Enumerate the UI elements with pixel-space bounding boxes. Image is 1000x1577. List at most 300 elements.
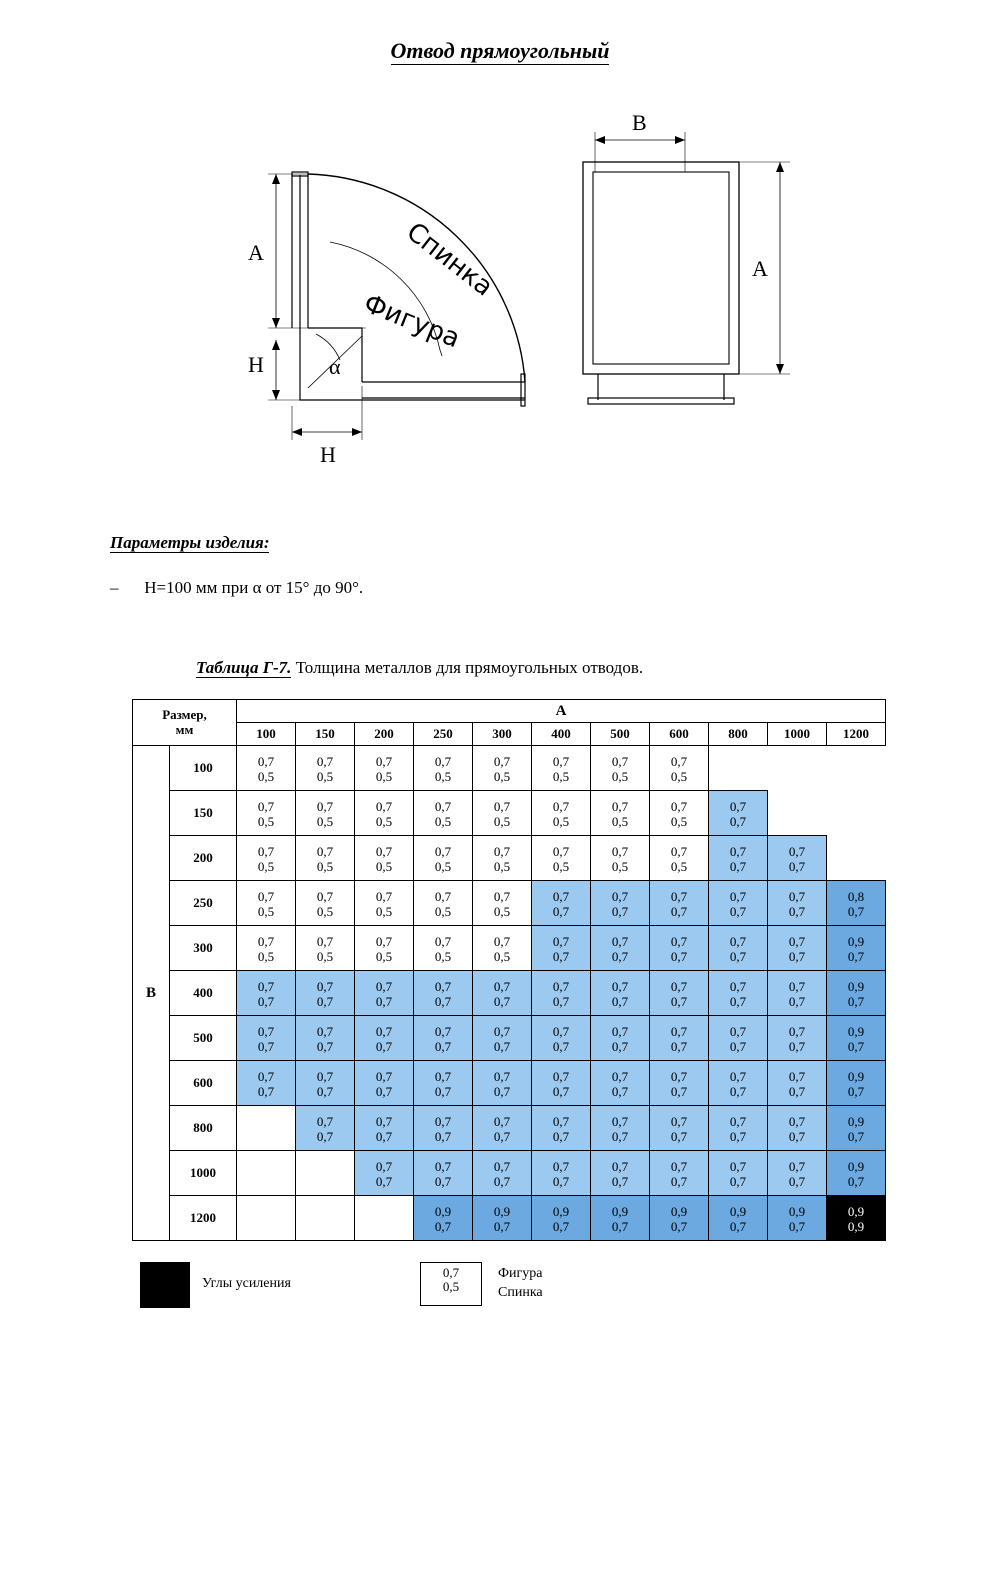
- cell-b200-a1200-blank: [827, 836, 886, 881]
- cell-value-spinka: 0,7: [847, 1038, 865, 1054]
- cell-value-figura: 0,7: [493, 1159, 511, 1175]
- cell-value-figura: 0,7: [375, 979, 393, 995]
- cell-value-figura: 0,7: [788, 1069, 806, 1085]
- cell-value-figura: 0,7: [434, 799, 452, 815]
- cell-b1000-a200: [355, 1151, 414, 1196]
- cell-value-spinka: 0,5: [316, 903, 334, 919]
- cell-value-figura: 0,7: [788, 1159, 806, 1175]
- table-caption: [196, 658, 643, 678]
- cell-value-figura: 0,7: [670, 754, 688, 770]
- cell-b250-a400: [532, 881, 591, 926]
- cell-value-spinka: 0,7: [788, 1218, 806, 1234]
- cell-value-figura: 0,7: [670, 844, 688, 860]
- cell-value-spinka: 0,7: [434, 1218, 452, 1234]
- cell-value-spinka: 0,5: [552, 813, 570, 829]
- cell-value-figura: 0,9: [788, 1204, 806, 1220]
- cell-value-spinka: 0,5: [375, 813, 393, 829]
- cell-b250-a300: [473, 881, 532, 926]
- cell-value-figura: 0,7: [434, 934, 452, 950]
- cell-value-figura: 0,7: [257, 934, 275, 950]
- cell-value-figura: 0,7: [670, 1069, 688, 1085]
- cell-b250-a200: [355, 881, 414, 926]
- dim-a-right-label: A: [752, 256, 768, 281]
- cell-b150-a100: [237, 791, 296, 836]
- cell-value-figura: 0,7: [552, 1069, 570, 1085]
- cell-value-spinka: 0,7: [847, 1128, 865, 1144]
- cell-b100-a800-blank: [709, 746, 768, 791]
- cell-b1200-a500: [591, 1196, 650, 1241]
- cell-value-figura: 0,7: [257, 799, 275, 815]
- cell-b500-a600: [650, 1016, 709, 1061]
- cell-b600-a800: [709, 1061, 768, 1106]
- cell-b300-a400: [532, 926, 591, 971]
- table-row: [133, 1106, 886, 1151]
- cell-value-spinka: 0,5: [493, 768, 511, 784]
- cell-b600-a1200: [827, 1061, 886, 1106]
- cell-b1000-a150-blank: [296, 1151, 355, 1196]
- cell-value-figura: 0,7: [611, 1024, 629, 1040]
- cell-value-figura: 0,9: [847, 934, 865, 950]
- col-header-1000: 1000: [768, 723, 827, 746]
- cell-value-spinka: 0,5: [434, 768, 452, 784]
- cell-value-spinka: 0,7: [611, 1218, 629, 1234]
- cell-value-spinka: 0,7: [257, 1038, 275, 1054]
- cell-value-spinka: 0,5: [493, 858, 511, 874]
- label-figura: Фигура: [359, 288, 465, 355]
- cell-b1200-a800: [709, 1196, 768, 1241]
- cell-b400-a500: [591, 971, 650, 1016]
- cell-value-figura: 0,8: [847, 889, 865, 905]
- cell-value-figura: 0,7: [257, 979, 275, 995]
- table-head-row-2: [133, 723, 886, 746]
- cell-value-spinka: 0,7: [670, 1128, 688, 1144]
- cell-value-figura: 0,7: [375, 1114, 393, 1130]
- cell-value-spinka: 0,7: [552, 1083, 570, 1099]
- cell-b400-a100: [237, 971, 296, 1016]
- cell-value-figura: 0,7: [434, 754, 452, 770]
- cell-value-figura: 0,9: [670, 1204, 688, 1220]
- cell-b800-a1000: [768, 1106, 827, 1151]
- cell-b600-a400: [532, 1061, 591, 1106]
- cell-value-figura: 0,7: [670, 799, 688, 815]
- cell-b500-a200: [355, 1016, 414, 1061]
- cell-b1000-a1200: [827, 1151, 886, 1196]
- table-caption-label: Таблица Г-7.: [196, 658, 292, 677]
- cell-value-spinka: 0,5: [670, 768, 688, 784]
- cell-b1000-a400: [532, 1151, 591, 1196]
- cell-value-figura: 0,7: [729, 889, 747, 905]
- cell-value-figura: 0,7: [316, 1114, 334, 1130]
- cell-value-spinka: 0,7: [434, 1038, 452, 1054]
- cell-b400-a300: [473, 971, 532, 1016]
- cell-value-spinka: 0,5: [375, 768, 393, 784]
- cell-b1200-a400: [532, 1196, 591, 1241]
- cell-value-figura: 0,7: [375, 889, 393, 905]
- cell-value-figura: 0,7: [729, 1114, 747, 1130]
- cell-value-spinka: 0,7: [375, 1038, 393, 1054]
- cell-b200-a100: [237, 836, 296, 881]
- table-caption-text: Толщина металлов для прямоугольных отводов.: [291, 658, 644, 677]
- cell-value-figura: 0,9: [847, 1114, 865, 1130]
- cell-b1200-a250: [414, 1196, 473, 1241]
- cell-value-figura: 0,7: [552, 1024, 570, 1040]
- cell-value-figura: 0,7: [316, 934, 334, 950]
- cell-b150-a800: [709, 791, 768, 836]
- cell-value-figura: 0,7: [375, 1159, 393, 1175]
- cell-value-figura: 0,7: [493, 799, 511, 815]
- cell-b400-a200: [355, 971, 414, 1016]
- cell-value-spinka: 0,7: [375, 993, 393, 1009]
- cell-value-spinka: 0,7: [611, 1128, 629, 1144]
- cell-value-spinka: 0,7: [552, 1218, 570, 1234]
- cell-value-spinka: 0,7: [493, 1218, 511, 1234]
- cell-b300-a500: [591, 926, 650, 971]
- cell-value-figura: 0,9: [847, 979, 865, 995]
- cell-value-spinka: 0,5: [670, 858, 688, 874]
- cell-value-spinka: 0,7: [847, 993, 865, 1009]
- cell-value-figura: 0,7: [316, 1069, 334, 1085]
- cell-value-spinka: 0,7: [257, 993, 275, 1009]
- row-group-header-b: B: [133, 746, 170, 1241]
- cell-value-spinka: 0,7: [729, 1038, 747, 1054]
- cell-value-spinka: 0,7: [788, 903, 806, 919]
- cell-value-figura: 0,7: [729, 1069, 747, 1085]
- cell-b150-a600: [650, 791, 709, 836]
- cell-b400-a800: [709, 971, 768, 1016]
- cell-value-figura: 0,9: [611, 1204, 629, 1220]
- parameter-text: H=100 мм при α от 15° до 90°.: [144, 578, 364, 597]
- cell-value-figura: 0,7: [434, 1069, 452, 1085]
- cell-value-figura: 0,7: [257, 889, 275, 905]
- cell-value-figura: 0,7: [434, 1024, 452, 1040]
- cell-value-spinka: 0,7: [552, 1128, 570, 1144]
- dim-a-left-label: A: [248, 240, 264, 265]
- cell-b500-a1000: [768, 1016, 827, 1061]
- cell-value-spinka: 0,5: [375, 948, 393, 964]
- cell-b1200-a200-blank: [355, 1196, 414, 1241]
- table-row: [133, 1151, 886, 1196]
- cell-value-figura: 0,7: [552, 1114, 570, 1130]
- dim-b-top-label: B: [632, 110, 647, 135]
- cell-value-figura: 0,7: [670, 1114, 688, 1130]
- cell-value-spinka: 0,7: [552, 1173, 570, 1189]
- cell-value-figura: 0,7: [493, 889, 511, 905]
- cell-value-spinka: 0,7: [670, 903, 688, 919]
- cell-b600-a500: [591, 1061, 650, 1106]
- cell-b1000-a500: [591, 1151, 650, 1196]
- cell-value-spinka: 0,7: [788, 858, 806, 874]
- cell-value-figura: 0,7: [611, 844, 629, 860]
- cell-value-spinka: 0,5: [434, 903, 452, 919]
- cell-b1200-a100-blank: [237, 1196, 296, 1241]
- cell-value-figura: 0,7: [611, 1069, 629, 1085]
- cell-b600-a200: [355, 1061, 414, 1106]
- cell-b150-a150: [296, 791, 355, 836]
- cell-value-figura: 0,7: [493, 754, 511, 770]
- technical-drawing: [140, 110, 880, 490]
- cell-value-spinka: 0,7: [552, 993, 570, 1009]
- cell-value-figura: 0,9: [493, 1204, 511, 1220]
- cell-value-figura: 0,7: [316, 799, 334, 815]
- col-header-100: 100: [237, 723, 296, 746]
- cell-value-spinka: 0,7: [670, 993, 688, 1009]
- cell-b150-a200: [355, 791, 414, 836]
- cell-b300-a1200: [827, 926, 886, 971]
- col-header-250: 250: [414, 723, 473, 746]
- row-header-1200: 1200: [170, 1196, 237, 1241]
- cell-value-spinka: 0,7: [316, 1128, 334, 1144]
- col-header-500: 500: [591, 723, 650, 746]
- cell-value-figura: 0,9: [847, 1069, 865, 1085]
- cell-value-spinka: 0,7: [257, 1083, 275, 1099]
- cell-value-spinka: 0,5: [316, 858, 334, 874]
- cell-b100-a100: [237, 746, 296, 791]
- col-group-header-a: A: [237, 700, 886, 723]
- row-header-600: 600: [170, 1061, 237, 1106]
- cell-b300-a100: [237, 926, 296, 971]
- dim-h-vertical-label: H: [248, 352, 264, 377]
- cell-b100-a300: [473, 746, 532, 791]
- cell-value-figura: 0,7: [434, 1114, 452, 1130]
- cell-value-spinka: 0,7: [729, 903, 747, 919]
- legend-name-figura: Фигура: [498, 1266, 543, 1281]
- col-header-300: 300: [473, 723, 532, 746]
- cell-value-spinka: 0,7: [729, 1173, 747, 1189]
- cell-value-figura: 0,7: [729, 979, 747, 995]
- cell-value-figura: 0,7: [493, 1069, 511, 1085]
- cell-value-figura: 0,7: [788, 979, 806, 995]
- col-header-800: 800: [709, 723, 768, 746]
- col-header-1200: 1200: [827, 723, 886, 746]
- row-header-200: 200: [170, 836, 237, 881]
- cell-value-spinka: 0,5: [670, 813, 688, 829]
- cell-b100-a150: [296, 746, 355, 791]
- cell-value-figura: 0,7: [493, 979, 511, 995]
- legend: [140, 1262, 740, 1322]
- col-header-150: 150: [296, 723, 355, 746]
- cell-value-figura: 0,7: [611, 889, 629, 905]
- cell-value-spinka: 0,7: [729, 813, 747, 829]
- cell-b1000-a600: [650, 1151, 709, 1196]
- cell-b800-a800: [709, 1106, 768, 1151]
- cell-value-figura: 0,7: [434, 979, 452, 995]
- cell-value-figura: 0,7: [729, 934, 747, 950]
- cell-b600-a250: [414, 1061, 473, 1106]
- cell-value-figura: 0,7: [316, 889, 334, 905]
- cell-value-figura: 0,7: [316, 844, 334, 860]
- cell-b250-a1200: [827, 881, 886, 926]
- cell-b300-a800: [709, 926, 768, 971]
- cell-b800-a150: [296, 1106, 355, 1151]
- table-corner-header: [133, 700, 237, 746]
- cell-value-spinka: 0,7: [729, 948, 747, 964]
- legend-sample-cell: [420, 1262, 482, 1306]
- cell-value-figura: 0,7: [552, 844, 570, 860]
- cell-value-figura: 0,7: [434, 1159, 452, 1175]
- cell-value-spinka: 0,7: [788, 1173, 806, 1189]
- cell-value-figura: 0,7: [316, 754, 334, 770]
- cell-value-spinka: 0,7: [552, 1038, 570, 1054]
- cell-b1200-a1200: [827, 1196, 886, 1241]
- cell-value-figura: 0,7: [670, 934, 688, 950]
- cell-value-spinka: 0,7: [847, 1173, 865, 1189]
- cell-value-spinka: 0,7: [670, 1173, 688, 1189]
- cell-value-figura: 0,7: [375, 1069, 393, 1085]
- cell-b500-a300: [473, 1016, 532, 1061]
- cell-value-spinka: 0,7: [316, 993, 334, 1009]
- cell-value-figura: 0,9: [847, 1204, 865, 1220]
- cell-value-spinka: 0,5: [552, 768, 570, 784]
- cell-value-spinka: 0,7: [729, 858, 747, 874]
- cell-b1200-a600: [650, 1196, 709, 1241]
- cell-value-figura: 0,7: [316, 1024, 334, 1040]
- cell-value-figura: 0,7: [611, 1114, 629, 1130]
- cell-value-spinka: 0,5: [375, 903, 393, 919]
- cell-value-spinka: 0,7: [493, 1173, 511, 1189]
- angle-alpha-label: α: [329, 354, 341, 379]
- cell-value-spinka: 0,7: [493, 993, 511, 1009]
- cell-value-figura: 0,7: [670, 1024, 688, 1040]
- cell-b150-a500: [591, 791, 650, 836]
- cell-b100-a600: [650, 746, 709, 791]
- cell-b200-a500: [591, 836, 650, 881]
- cell-value-spinka: 0,7: [670, 1083, 688, 1099]
- cell-b1200-a300: [473, 1196, 532, 1241]
- cell-value-spinka: 0,5: [257, 948, 275, 964]
- cell-b100-a500: [591, 746, 650, 791]
- cell-value-figura: 0,9: [847, 1159, 865, 1175]
- cell-value-spinka: 0,5: [257, 858, 275, 874]
- parameters-heading-text: Параметры изделия:: [110, 533, 270, 552]
- cell-b400-a1000: [768, 971, 827, 1016]
- cell-b200-a600: [650, 836, 709, 881]
- cell-value-figura: 0,9: [729, 1204, 747, 1220]
- row-header-100: 100: [170, 746, 237, 791]
- col-header-400: 400: [532, 723, 591, 746]
- cell-value-spinka: 0,7: [493, 1038, 511, 1054]
- cell-b800-a1200: [827, 1106, 886, 1151]
- cell-value-figura: 0,7: [257, 1069, 275, 1085]
- cell-b250-a250: [414, 881, 473, 926]
- cell-value-spinka: 0,7: [552, 903, 570, 919]
- cell-value-figura: 0,7: [434, 844, 452, 860]
- cell-value-figura: 0,7: [611, 979, 629, 995]
- cell-b1000-a800: [709, 1151, 768, 1196]
- label-spinka: Спинка: [400, 216, 499, 303]
- cell-value-spinka: 0,5: [493, 903, 511, 919]
- thickness-table-wrapper: [132, 699, 886, 1241]
- cell-b600-a1000: [768, 1061, 827, 1106]
- legend-name-spinka: Спинка: [498, 1284, 543, 1300]
- legend-sample-names: [498, 1265, 543, 1303]
- cell-b500-a400: [532, 1016, 591, 1061]
- drawing-svg: [140, 110, 880, 490]
- cell-value-figura: 0,7: [788, 934, 806, 950]
- cell-value-spinka: 0,7: [788, 1128, 806, 1144]
- cell-value-spinka: 0,7: [552, 948, 570, 964]
- corner-label-line1: Размер,: [162, 706, 207, 722]
- cell-b600-a300: [473, 1061, 532, 1106]
- cell-value-spinka: 0,5: [257, 903, 275, 919]
- cell-value-spinka: 0,5: [257, 768, 275, 784]
- cell-value-figura: 0,7: [375, 844, 393, 860]
- cell-b1000-a100-blank: [237, 1151, 296, 1196]
- cell-value-figura: 0,7: [257, 844, 275, 860]
- cell-b300-a200: [355, 926, 414, 971]
- table-row: [133, 1016, 886, 1061]
- table-row: [133, 881, 886, 926]
- cell-value-figura: 0,7: [316, 979, 334, 995]
- cell-value-spinka: 0,7: [434, 993, 452, 1009]
- dim-h-horizontal-label: H: [320, 442, 336, 467]
- cell-value-figura: 0,7: [493, 1114, 511, 1130]
- cell-value-figura: 0,7: [257, 1024, 275, 1040]
- cell-value-spinka: 0,7: [847, 1083, 865, 1099]
- cell-value-spinka: 0,7: [316, 1083, 334, 1099]
- cell-value-figura: 0,7: [729, 799, 747, 815]
- cell-b200-a800: [709, 836, 768, 881]
- cell-b200-a150: [296, 836, 355, 881]
- cell-b100-a400: [532, 746, 591, 791]
- cell-value-figura: 0,7: [729, 1159, 747, 1175]
- cell-b250-a600: [650, 881, 709, 926]
- cell-value-spinka: 0,5: [611, 858, 629, 874]
- cell-value-spinka: 0,7: [611, 903, 629, 919]
- cell-value-spinka: 0,7: [493, 1083, 511, 1099]
- cell-value-spinka: 0,5: [611, 768, 629, 784]
- cell-value-spinka: 0,7: [729, 1128, 747, 1144]
- cell-value-spinka: 0,5: [493, 948, 511, 964]
- table-row: [133, 971, 886, 1016]
- cell-b400-a1200: [827, 971, 886, 1016]
- cell-b300-a600: [650, 926, 709, 971]
- cell-value-spinka: 0,7: [611, 1083, 629, 1099]
- cell-value-figura: 0,7: [375, 754, 393, 770]
- cell-value-spinka: 0,7: [493, 1128, 511, 1144]
- cell-value-spinka: 0,7: [788, 993, 806, 1009]
- cell-b250-a500: [591, 881, 650, 926]
- cell-value-spinka: 0,5: [316, 813, 334, 829]
- cell-value-figura: 0,7: [552, 1159, 570, 1175]
- cell-b800-a250: [414, 1106, 473, 1151]
- cell-b250-a100: [237, 881, 296, 926]
- thickness-table: [132, 699, 886, 1241]
- cell-value-figura: 0,7: [670, 1159, 688, 1175]
- cell-value-figura: 0,7: [552, 799, 570, 815]
- cell-value-spinka: 0,5: [316, 948, 334, 964]
- table-head: [133, 700, 886, 746]
- cell-b100-a1200-blank: [827, 746, 886, 791]
- cell-value-spinka: 0,7: [729, 1083, 747, 1099]
- cell-b100-a200: [355, 746, 414, 791]
- cell-value-figura: 0,7: [788, 844, 806, 860]
- cell-value-figura: 0,7: [375, 1024, 393, 1040]
- cell-b300-a300: [473, 926, 532, 971]
- table-row: [133, 791, 886, 836]
- cell-value-figura: 0,7: [611, 754, 629, 770]
- cell-value-figura: 0,9: [552, 1204, 570, 1220]
- cell-value-spinka: 0,7: [788, 948, 806, 964]
- cell-b1000-a1000: [768, 1151, 827, 1196]
- cell-b500-a150: [296, 1016, 355, 1061]
- cell-b200-a250: [414, 836, 473, 881]
- cell-b150-a1200-blank: [827, 791, 886, 836]
- cell-b250-a150: [296, 881, 355, 926]
- cell-value-figura: 0,7: [375, 799, 393, 815]
- cell-value-spinka: 0,5: [552, 858, 570, 874]
- cell-value-figura: 0,7: [611, 1159, 629, 1175]
- cell-b800-a600: [650, 1106, 709, 1151]
